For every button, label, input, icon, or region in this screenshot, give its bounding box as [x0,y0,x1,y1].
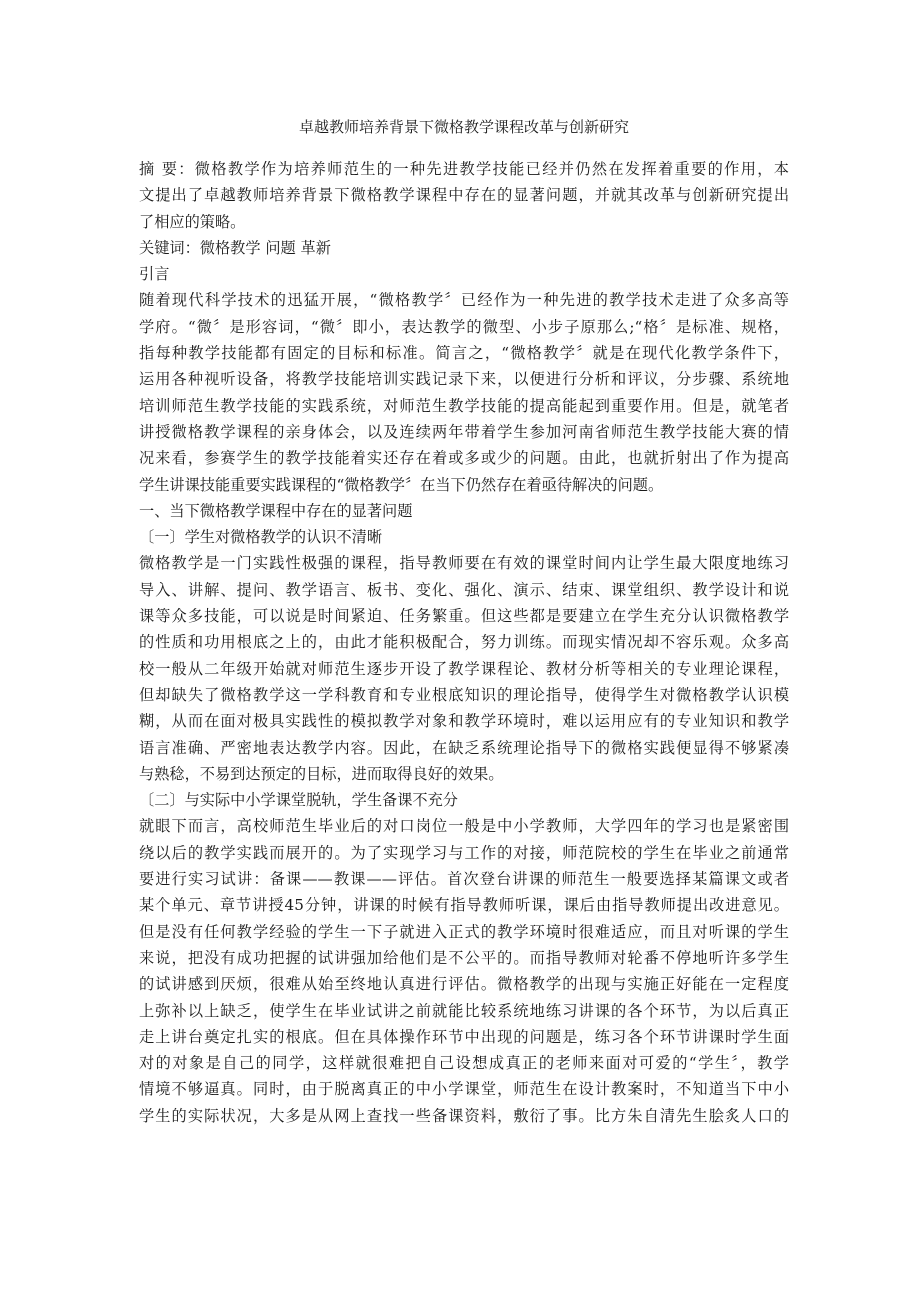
text-line: 就眼下而言，高校师范生毕业后的对口岗位一般是中小学教师，大学四年的学习也是紧密围 [139,817,789,836]
text-line: 对的对象是自己的同学，这样就很难把自己设想成真正的老师来面对可爱的“学生〞，教学 [139,1054,789,1073]
text-line: 指每种教学技能都有固定的目标和标准。简言之，“微格教学〞就是在现代化教学条件下， [139,344,789,363]
text-line: 糊，从而在面对极具实践性的模拟教学对象和教学环境时，难以运用应有的专业知识和教学 [139,712,789,731]
text-line: 引言 [139,265,170,284]
text-line: 某个单元、章节讲授45分钟，讲课的时候有指导教师听课，课后由指导教师提出改进意见。 [139,896,789,915]
text-line: 微格教学是一门实践性极强的课程，指导教师要在有效的课堂时间内让学生最大限度地练习 [139,554,789,573]
document-body [139,156,789,1129]
text-line: 一、当下微格教学课程中存在的显著问题 [139,501,413,520]
text-line: 校一般从二年级开始就对师范生逐步开设了教学课程论、教材分析等相关的专业理论课程， [139,659,789,678]
text-line: 关键词：微格教学 问题 革新 [139,238,331,257]
text-line: 学生的实际状况，大多是从网上查找一些备课资料，敷衍了事。比方朱自清先生脍炙人口的 [139,1106,789,1125]
text-line: 导入、讲解、提问、教学语言、板书、变化、强化、演示、结束、课堂组织、教学设计和说 [139,580,789,599]
text-line: 的性质和功用根底之上的，由此才能积极配合，努力训练。而现实情况却不容乐观。众多高 [139,633,789,652]
text-line: 运用各种视听设备，将教学技能培训实践记录下来，以便进行分析和评议，分步骤、系统地 [139,370,789,389]
text-line: 的试讲感到厌烦，很难从始至终地认真进行评估。微格教学的出现与实施正好能在一定程度 [139,975,789,994]
text-line: 文提出了卓越教师培养背景下微格教学课程中存在的显著问题，并就其改革与创新研究提出 [139,186,789,205]
text-line: 走上讲台奠定扎实的根底。但在具体操作环节中出现的问题是，练习各个环节讲课时学生面 [139,1027,789,1046]
text-line: 培训师范生教学技能的实践系统，对师范生教学技能的提高能起到重要作用。但是，就笔者 [139,396,789,415]
text-line: 但是没有任何教学经验的学生一下子就进入正式的教学环境时很难适应，而且对听课的学生 [139,922,789,941]
text-line: 〔二〕与实际中小学课堂脱轨，学生备课不充分 [139,791,458,810]
text-line: 但却缺失了微格教学这一学科教育和专业根底知识的理论指导，使得学生对微格教学认识模 [139,685,789,704]
text-line: 学府。“微〞是形容词，“微〞即小，表达教学的微型、小步子原那么;“格〞是标准、规格， [139,317,789,336]
text-line: 讲授微格教学课程的亲身体会，以及连续两年带着学生参加河南省师范生教学技能大赛的情 [139,422,789,441]
text-line: 〔一〕学生对微格教学的认识不清晰 [139,528,382,547]
text-line: 绕以后的教学实践而展开的。为了实现学习与工作的对接，师范院校的学生在毕业之前通常 [139,843,789,862]
document-title: 卓越教师培养背景下微格教学课程改革与创新研究 [298,118,629,136]
text-line: 随着现代科学技术的迅猛开展，“微格教学〞已经作为一种先进的教学技术走进了众多高等 [139,291,789,310]
text-line: 与熟稔，不易到达预定的目标，进而取得良好的效果。 [139,764,504,783]
text-line: 上弥补以上缺乏，使学生在毕业试讲之前就能比较系统地练习讲课的各个环节，为以后真正 [139,1001,789,1020]
text-line: 语言准确、严密地表达教学内容。因此，在缺乏系统理论指导下的微格实践便显得不够紧凑 [139,738,789,757]
text-line: 摘 要：微格教学作为培养师范生的一种先进教学技能已经并仍然在发挥着重要的作用，本 [139,160,789,178]
text-line: 课等众多技能，可以说是时间紧迫、任务繁重。但这些都是要建立在学生充分认识微格教学 [139,607,789,626]
text-line: 学生讲课技能重要实践课程的“微格教学〞在当下仍然存在着亟待解决的问题。 [139,475,664,494]
text-line: 要进行实习试讲：备课——教课——评估。首次登台讲课的师范生一般要选择某篇课文或者 [139,870,789,889]
text-line: 了相应的策略。 [139,212,246,231]
text-line: 况来看，参赛学生的教学技能着实还存在着或多或少的问题。由此，也就折射出了作为提高 [139,449,789,468]
text-line: 情境不够逼真。同时，由于脱离真正的中小学课堂，师范生在设计教案时，不知道当下中小 [139,1080,789,1099]
text-line: 来说，把没有成功把握的试讲强加给他们是不公平的。而指导教师对轮番不停地听许多学生 [139,948,789,967]
